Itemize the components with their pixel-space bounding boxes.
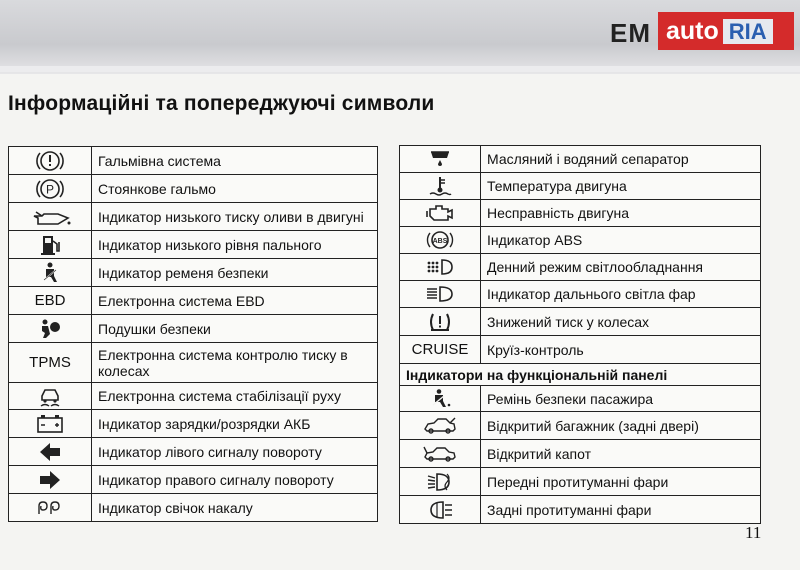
rear-fog-light-icon: [400, 496, 481, 524]
symbol-label: Задні протитуманні фари: [481, 496, 761, 524]
table-row: [400, 386, 761, 412]
symbol-label: Індикатор дальнього світла фар: [481, 281, 761, 308]
header-stripe: [0, 66, 800, 72]
table-row: [400, 254, 761, 281]
table-row: [9, 410, 378, 438]
svg-text:ABS: ABS: [432, 238, 448, 245]
svg-text:P: P: [45, 182, 55, 196]
trunk-open-icon: [400, 412, 481, 440]
table-row: [400, 173, 761, 200]
table-row: [400, 440, 761, 468]
table-row: [9, 203, 378, 231]
table-row: [9, 315, 378, 343]
airbag-icon: [9, 315, 92, 343]
table-row: [9, 438, 378, 466]
symbol-label: Температура двигуна: [481, 173, 761, 200]
seatbelt-icon: [9, 259, 92, 287]
abs-icon: [400, 227, 481, 254]
daytime-running-light-icon: [400, 254, 481, 281]
symbol-label: Стоянкове гальмо: [92, 175, 378, 203]
symbol-label: Індикатор ABS: [481, 227, 761, 254]
watermark-text: auto: [666, 17, 719, 45]
symbol-label: Відкритий капот: [481, 440, 761, 468]
symbol-label: Подушки безпеки: [92, 315, 378, 343]
table-row: [9, 383, 378, 410]
table-row: [400, 496, 761, 524]
symbol-label: Передні протитуманні фари: [481, 468, 761, 496]
table-row: [9, 494, 378, 522]
right-symbol-table: [399, 145, 761, 524]
symbol-label: Ремінь безпеки пасажира: [481, 386, 761, 412]
symbol-label: Індикатор свічок накалу: [92, 494, 378, 522]
table-row: [9, 259, 378, 287]
symbol-label: Знижений тиск у колесах: [481, 308, 761, 336]
fuel-pump-icon: [9, 231, 92, 259]
table-row: [9, 287, 378, 315]
ebd-code: EBD: [9, 287, 92, 315]
hood-open-icon: [400, 440, 481, 468]
table-row: [400, 200, 761, 227]
symbol-label: Індикатор низького тиску оливи в двигуні: [92, 203, 378, 231]
cruise-code: CRUISE: [400, 336, 481, 364]
symbol-label: Гальмівна система: [92, 147, 378, 175]
brake-warning-icon: [9, 147, 92, 175]
parking-brake-icon: [9, 175, 92, 203]
table-row: [400, 336, 761, 364]
passenger-seatbelt-icon: [400, 386, 481, 412]
table-row: [400, 227, 761, 254]
symbol-label: Електронна система контролю тиску в колесах: [92, 343, 378, 383]
symbol-label: Індикатор лівого сигналу повороту: [92, 438, 378, 466]
stability-control-icon: [9, 383, 92, 410]
symbol-label: Індикатор низького рівня пального: [92, 231, 378, 259]
symbol-label: Відкритий багажник (задні двері): [481, 412, 761, 440]
table-row: [9, 343, 378, 383]
table-row: [400, 281, 761, 308]
symbol-label: Денний режим світлообладнання: [481, 254, 761, 281]
tire-pressure-icon: [400, 308, 481, 336]
table-row: [9, 175, 378, 203]
table-row: [9, 231, 378, 259]
table-row: [400, 412, 761, 440]
battery-icon: [9, 410, 92, 438]
table-row: [9, 466, 378, 494]
symbol-label: Електронна система EBD: [92, 287, 378, 315]
page-number: 11: [745, 523, 762, 542]
section-header: Індикатори на функціональній панелі: [400, 364, 761, 386]
table-row: [400, 468, 761, 496]
symbol-label: Електронна система стабілізації руху: [92, 383, 378, 410]
symbol-label: Індикатор ременя безпеки: [92, 259, 378, 287]
oil-pressure-icon: [9, 203, 92, 231]
right-arrow-icon: [9, 466, 92, 494]
watermark-suffix: RIA: [723, 19, 773, 44]
coolant-temperature-icon: [400, 173, 481, 200]
left-symbol-table: [8, 146, 378, 522]
front-fog-light-icon: [400, 468, 481, 496]
glow-plug-icon: [9, 494, 92, 522]
page-title: Інформаційні та попереджуючі символи: [8, 92, 435, 115]
symbol-label: Масляний і водяний сепаратор: [481, 146, 761, 173]
left-arrow-icon: [9, 438, 92, 466]
symbol-label: Круїз-контроль: [481, 336, 761, 364]
check-engine-icon: [400, 200, 481, 227]
symbol-label: Індикатор зарядки/розрядки АКБ: [92, 410, 378, 438]
table-row: [400, 364, 761, 386]
table-row: [400, 146, 761, 173]
high-beam-icon: [400, 281, 481, 308]
table-row: [400, 308, 761, 336]
symbol-label: Несправність двигуна: [481, 200, 761, 227]
table-row: [9, 147, 378, 175]
water-separator-icon: [400, 146, 481, 173]
symbol-label: Індикатор правого сигналу повороту: [92, 466, 378, 494]
brand-logo: EM: [610, 18, 651, 48]
watermark: [658, 12, 794, 50]
tpms-code: TPMS: [9, 343, 92, 383]
